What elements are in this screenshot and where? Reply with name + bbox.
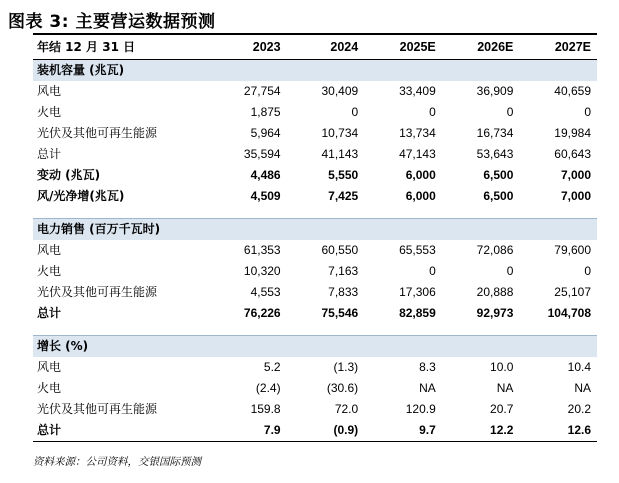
cell-value: 0 [584, 105, 591, 119]
cell-value: 0 [584, 264, 591, 278]
cell-value: 79,600 [554, 243, 591, 257]
row-label: 风电 [37, 243, 62, 257]
cell-value: 76,226 [243, 306, 281, 320]
cell-value: 10.0 [490, 360, 514, 374]
table-row [33, 240, 597, 261]
cell-value: 20.2 [567, 402, 591, 416]
cell-value: 7,000 [560, 189, 591, 203]
cell-value: 10,734 [321, 126, 359, 140]
cell-value: 40,659 [554, 84, 591, 98]
row-label: 火电 [37, 264, 62, 278]
cell-value: 35,594 [243, 147, 281, 161]
row-label: 光伏及其他可再生能源 [37, 402, 158, 416]
cell-value: 104,708 [547, 306, 591, 320]
cell-value: 1,875 [250, 105, 281, 119]
cell-value: 72,086 [476, 243, 514, 257]
cell-value: 0 [429, 264, 436, 278]
table-row [33, 303, 597, 324]
cell-value: 5.2 [263, 360, 281, 374]
cell-value: 17,306 [399, 285, 436, 299]
cell-value: 12.2 [442, 420, 520, 442]
cell-value: 47,143 [399, 147, 436, 161]
cell-value: (30.6) [326, 381, 359, 395]
section-spacer [33, 324, 597, 336]
section-title: 电力销售 (百万千瓦时) [33, 219, 597, 241]
cell-value: 72.0 [334, 402, 359, 416]
cell-value: 8.3 [419, 360, 436, 374]
header-year: 2023 [209, 34, 287, 60]
cell-value: 159.8 [250, 402, 281, 416]
cell-value: 27,754 [243, 84, 281, 98]
cell-value: 0 [506, 105, 514, 119]
cell-value: 60,643 [554, 147, 591, 161]
cell-value: (2.4) [255, 381, 281, 395]
cell-value: 41,143 [321, 147, 359, 161]
table-row [33, 399, 597, 420]
cell-value: 10.4 [567, 360, 591, 374]
row-label: 风电 [37, 360, 62, 374]
cell-value: NA [574, 381, 591, 395]
section-header-row [33, 336, 597, 358]
cell-value: 53,643 [476, 147, 514, 161]
cell-value: 75,546 [321, 306, 359, 320]
table-row [33, 102, 597, 123]
row-label: 光伏及其他可再生能源 [37, 126, 158, 140]
operating-data-table [33, 33, 597, 442]
row-label: 火电 [37, 381, 62, 395]
cell-value: NA [419, 381, 436, 395]
table-row [33, 144, 597, 165]
row-label: 火电 [37, 105, 62, 119]
cell-value: 4,486 [250, 168, 281, 182]
cell-value: 7,163 [328, 264, 359, 278]
row-label: 总计 [37, 306, 62, 320]
cell-value: 25,107 [554, 285, 591, 299]
row-label: 变动 (兆瓦) [37, 168, 101, 182]
row-label: 风/光净增(兆瓦) [37, 189, 125, 203]
table-row [33, 282, 597, 303]
cell-value: (1.3) [333, 360, 359, 374]
cell-value: NA [496, 381, 514, 395]
cell-value: 0 [351, 105, 359, 119]
cell-value: 12.6 [519, 420, 597, 442]
table-row [33, 186, 597, 207]
cell-value: 6,500 [483, 168, 514, 182]
cell-value: 4,553 [250, 285, 281, 299]
cell-value: 20.7 [490, 402, 514, 416]
table-row [33, 378, 597, 399]
cell-value: 33,409 [399, 84, 436, 98]
cell-value: 65,553 [399, 243, 436, 257]
cell-value: 6,000 [405, 168, 436, 182]
header-year: 2027E [519, 34, 597, 60]
section-header-row [33, 219, 597, 241]
header-year: 2024 [287, 34, 365, 60]
table-row [33, 261, 597, 282]
cell-value: 36,909 [476, 84, 514, 98]
cell-value: 20,888 [476, 285, 514, 299]
section-title: 装机容量 (兆瓦) [33, 60, 597, 82]
cell-value: 7,000 [560, 168, 591, 182]
cell-value: 0 [506, 264, 514, 278]
section-title: 增长 (%) [33, 336, 597, 358]
source-note: 资料来源：公司资料，交银国际预测 [33, 456, 201, 468]
cell-value: 13,734 [399, 126, 436, 140]
cell-value: 0 [429, 105, 436, 119]
cell-value: 5,550 [328, 168, 359, 182]
cell-value: 6,500 [483, 189, 514, 203]
cell-value: 7,425 [328, 189, 359, 203]
cell-value: 10,320 [243, 264, 281, 278]
table-row [33, 165, 597, 186]
header-year: 2026E [442, 34, 520, 60]
cell-value: 7.9 [209, 420, 287, 442]
section-header-row [33, 60, 597, 82]
cell-value: 30,409 [321, 84, 359, 98]
cell-value: 4,509 [250, 189, 281, 203]
table-header-row [33, 34, 597, 60]
header-label: 年结 12 月 31 日 [33, 34, 209, 60]
cell-value: 9.7 [364, 420, 442, 442]
cell-value: 16,734 [476, 126, 514, 140]
section-spacer [33, 207, 597, 219]
row-label: 风电 [37, 84, 62, 98]
cell-value: 92,973 [476, 306, 514, 320]
cell-value: (0.9) [287, 420, 365, 442]
cell-value: 60,550 [321, 243, 359, 257]
cell-value: 82,859 [399, 306, 436, 320]
figure-title: 图表 3: 主要营运数据预测 [8, 12, 216, 32]
table-row [33, 123, 597, 144]
row-label: 总计 [37, 147, 62, 161]
row-label: 总计 [33, 420, 209, 442]
cell-value: 61,353 [243, 243, 281, 257]
header-year: 2025E [364, 34, 442, 60]
table-row [33, 420, 597, 442]
table-row [33, 357, 597, 378]
cell-value: 5,964 [250, 126, 281, 140]
cell-value: 120.9 [405, 402, 436, 416]
table-row [33, 81, 597, 102]
cell-value: 6,000 [405, 189, 436, 203]
row-label: 光伏及其他可再生能源 [37, 285, 158, 299]
cell-value: 19,984 [554, 126, 591, 140]
cell-value: 7,833 [328, 285, 359, 299]
